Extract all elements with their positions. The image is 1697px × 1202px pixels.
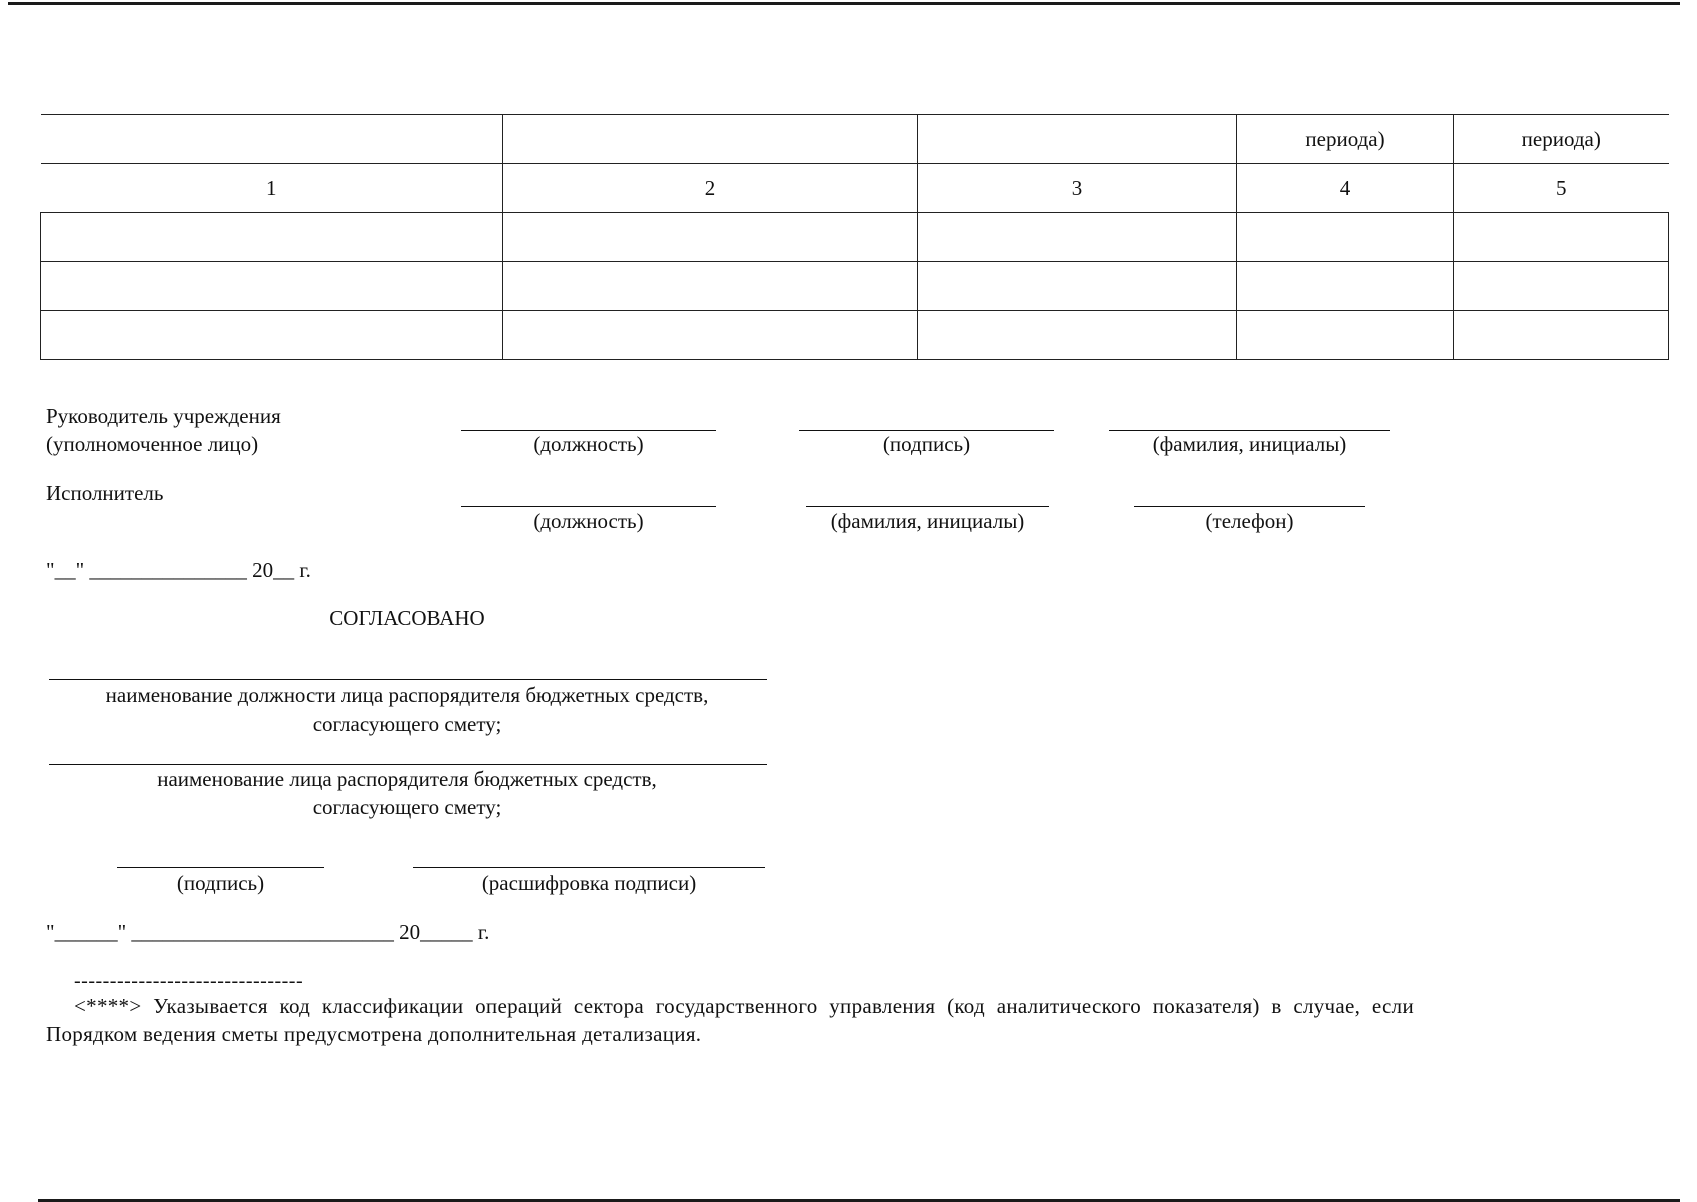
executor-position-caption: (должность) [533, 509, 644, 533]
table-cell[interactable] [1237, 262, 1454, 311]
table-cell[interactable] [41, 262, 503, 311]
head-position-line[interactable] [461, 430, 716, 431]
table-cell[interactable] [41, 213, 503, 262]
approver-position-caption: наименование должности лица распорядителя бюджетных средств, [105, 683, 709, 707]
column-number-row [41, 164, 1669, 213]
approval-date-line[interactable]: "______" _________________________ 20_____ г. [46, 920, 490, 944]
column-number: 5 [1454, 164, 1669, 213]
footnote-separator: -------------------------------- [74, 970, 304, 992]
executor-name-line[interactable] [806, 506, 1049, 507]
header-cell: периода) [1454, 115, 1669, 164]
column-number: 1 [41, 164, 503, 213]
table-cell[interactable] [918, 311, 1237, 360]
head-signature-line[interactable] [799, 430, 1054, 431]
table-cell[interactable] [1454, 213, 1669, 262]
table-cell[interactable] [918, 213, 1237, 262]
table-cell[interactable] [503, 262, 918, 311]
column-number: 4 [1237, 164, 1454, 213]
head-label: Руководитель учреждения [46, 404, 281, 428]
table-cell[interactable] [503, 213, 918, 262]
table-cell[interactable] [41, 311, 503, 360]
table-row [41, 311, 1669, 360]
approver-signature-line[interactable] [117, 867, 324, 868]
table-row [41, 262, 1669, 311]
header-cell [41, 115, 503, 164]
approver-position-line[interactable] [49, 679, 767, 680]
estimate-table [40, 114, 1669, 360]
date-line[interactable]: "__" _______________ 20__ г. [46, 558, 311, 582]
table-cell[interactable] [918, 262, 1237, 311]
head-name-caption: (фамилия, инициалы) [1152, 432, 1347, 456]
approval-title: СОГЛАСОВАНО [329, 606, 485, 630]
head-name-line[interactable] [1109, 430, 1390, 431]
approver-name-caption: наименование лица распорядителя бюджетных средств, [157, 767, 657, 791]
column-number: 2 [503, 164, 918, 213]
table-cell[interactable] [503, 311, 918, 360]
header-cell: периода) [1237, 115, 1454, 164]
column-number: 3 [918, 164, 1237, 213]
table-cell[interactable] [1237, 311, 1454, 360]
footnote-text: <****> Указывается код классификации операций сектора государственного управления (код аналитического показателя) в случае, если Порядком ведения сметы предусмотрена дополнительная детализация. [46, 994, 1414, 1046]
table-cell[interactable] [1454, 311, 1669, 360]
header-cell [503, 115, 918, 164]
head-position-caption: (должность) [533, 432, 644, 456]
top-rule [8, 2, 1680, 5]
head-signature-caption: (подпись) [882, 432, 971, 456]
head-label-sub: (уполномоченное лицо) [46, 432, 259, 456]
approver-name-caption-2: согласующего смету; [312, 795, 502, 819]
executor-phone-line[interactable] [1134, 506, 1365, 507]
executor-name-caption: (фамилия, инициалы) [830, 509, 1025, 533]
approver-name-line[interactable] [49, 764, 767, 765]
approver-decoding-line[interactable] [413, 867, 765, 868]
approver-position-caption-2: согласующего смету; [312, 712, 502, 736]
executor-label: Исполнитель [46, 481, 164, 505]
table-row [41, 213, 1669, 262]
approver-decoding-caption: (расшифровка подписи) [481, 871, 697, 895]
executor-phone-caption: (телефон) [1205, 509, 1294, 533]
executor-position-line[interactable] [461, 506, 716, 507]
table-header-row [41, 115, 1669, 164]
header-cell [918, 115, 1237, 164]
table-cell[interactable] [1237, 213, 1454, 262]
table-cell[interactable] [1454, 262, 1669, 311]
approver-signature-caption: (подпись) [176, 871, 265, 895]
